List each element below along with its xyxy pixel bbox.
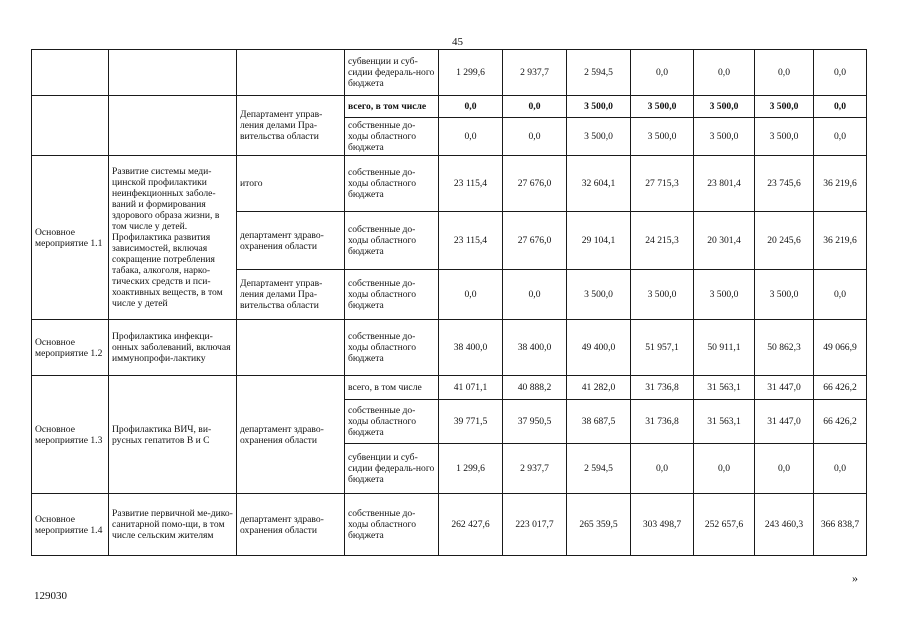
amount-cell: 23 115,4 — [439, 212, 503, 270]
amount-cell: 3 500,0 — [694, 118, 755, 156]
amount-cell: 252 657,6 — [694, 494, 755, 556]
amount-cell: 27 676,0 — [503, 156, 567, 212]
amount-cell: 36 219,6 — [814, 212, 867, 270]
text-cell — [32, 96, 109, 156]
amount-cell: 0,0 — [439, 270, 503, 320]
document-code: 129030 — [34, 590, 67, 602]
amount-cell: 32 604,1 — [567, 156, 631, 212]
amount-cell: 38 400,0 — [439, 320, 503, 376]
text-cell — [109, 50, 237, 96]
amount-cell: 0,0 — [694, 50, 755, 96]
text-cell: департамент здраво-охранения области — [237, 494, 345, 556]
amount-cell: 31 736,8 — [631, 376, 694, 400]
table-row — [32, 156, 867, 212]
table-row — [32, 376, 867, 400]
amount-cell: 0,0 — [439, 118, 503, 156]
amount-cell: 20 245,6 — [755, 212, 814, 270]
amount-cell: 3 500,0 — [694, 270, 755, 320]
text-cell: Основное мероприятие 1.4 — [32, 494, 109, 556]
text-cell: итого — [237, 156, 345, 212]
amount-cell: 3 500,0 — [631, 118, 694, 156]
table-row — [32, 96, 867, 118]
amount-cell: 36 219,6 — [814, 156, 867, 212]
amount-cell: 50 911,1 — [694, 320, 755, 376]
amount-cell: 223 017,7 — [503, 494, 567, 556]
table-row — [32, 320, 867, 376]
amount-cell: 23 115,4 — [439, 156, 503, 212]
amount-cell: 39 771,5 — [439, 400, 503, 444]
table-row — [32, 494, 867, 556]
amount-cell: 3 500,0 — [567, 118, 631, 156]
amount-cell: 0,0 — [814, 118, 867, 156]
amount-cell: 50 862,3 — [755, 320, 814, 376]
amount-cell: 0,0 — [755, 444, 814, 494]
amount-cell: 3 500,0 — [631, 270, 694, 320]
amount-cell: 2 937,7 — [503, 50, 567, 96]
amount-cell: 0,0 — [814, 444, 867, 494]
text-cell: Развитие первичной ме-дико-санитарной помо-щи, в том числе сельским жителям — [109, 494, 237, 556]
amount-cell: 243 460,3 — [755, 494, 814, 556]
amount-cell: 38 687,5 — [567, 400, 631, 444]
text-cell: собственные до-ходы областного бюджета — [345, 400, 439, 444]
amount-cell: 262 427,6 — [439, 494, 503, 556]
amount-cell: 0,0 — [439, 96, 503, 118]
amount-cell: 265 359,5 — [567, 494, 631, 556]
amount-cell: 0,0 — [755, 50, 814, 96]
amount-cell: 27 715,3 — [631, 156, 694, 212]
amount-cell: 303 498,7 — [631, 494, 694, 556]
amount-cell: 27 676,0 — [503, 212, 567, 270]
amount-cell: 3 500,0 — [755, 270, 814, 320]
text-cell: собственные до-ходы областного бюджета — [345, 320, 439, 376]
text-cell: Основное мероприятие 1.3 — [32, 376, 109, 494]
text-cell: Основное мероприятие 1.2 — [32, 320, 109, 376]
budget-table — [31, 49, 867, 556]
amount-cell: 3 500,0 — [755, 96, 814, 118]
amount-cell: 40 888,2 — [503, 376, 567, 400]
amount-cell: 0,0 — [814, 270, 867, 320]
amount-cell: 3 500,0 — [567, 96, 631, 118]
text-cell: Департамент управ-ления делами Пра-вительства области — [237, 270, 345, 320]
amount-cell: 31 447,0 — [755, 376, 814, 400]
text-cell: субвенции и суб-сидии федераль-ного бюджета — [345, 50, 439, 96]
amount-cell: 0,0 — [631, 444, 694, 494]
amount-cell: 1 299,6 — [439, 50, 503, 96]
text-cell: всего, в том числе — [345, 96, 439, 118]
amount-cell: 24 215,3 — [631, 212, 694, 270]
amount-cell: 41 282,0 — [567, 376, 631, 400]
text-cell: собственные до-ходы областного бюджета — [345, 270, 439, 320]
amount-cell: 31 736,8 — [631, 400, 694, 444]
amount-cell: 31 563,1 — [694, 400, 755, 444]
text-cell: собственные до-ходы областного бюджета — [345, 156, 439, 212]
table-row — [32, 50, 867, 96]
text-cell: субвенции и суб-сидии федераль-ного бюджета — [345, 444, 439, 494]
text-cell: собственные до-ходы областного бюджета — [345, 118, 439, 156]
amount-cell: 20 301,4 — [694, 212, 755, 270]
amount-cell: 23 745,6 — [755, 156, 814, 212]
amount-cell: 41 071,1 — [439, 376, 503, 400]
text-cell: Развитие системы меди-цинской профилактики неинфекционных заболе-ваний и формирования здорового образа жизни, в том числе у детей. Профилактика развития зависимостей, включая сокращение потребления табака, алкоголя, нарко-тических средств и пси-хоактивных веществ, в том числе у детей — [109, 156, 237, 320]
text-cell — [32, 50, 109, 96]
amount-cell: 0,0 — [503, 118, 567, 156]
text-cell — [237, 320, 345, 376]
text-cell: департамент здраво-охранения области — [237, 376, 345, 494]
amount-cell: 0,0 — [694, 444, 755, 494]
text-cell: департамент здраво-охранения области — [237, 212, 345, 270]
amount-cell: 1 299,6 — [439, 444, 503, 494]
amount-cell: 49 400,0 — [567, 320, 631, 376]
amount-cell: 366 838,7 — [814, 494, 867, 556]
amount-cell: 66 426,2 — [814, 376, 867, 400]
continuation-mark: » — [852, 571, 858, 585]
amount-cell: 38 400,0 — [503, 320, 567, 376]
amount-cell: 0,0 — [631, 50, 694, 96]
amount-cell: 66 426,2 — [814, 400, 867, 444]
amount-cell: 31 447,0 — [755, 400, 814, 444]
amount-cell: 3 500,0 — [694, 96, 755, 118]
amount-cell: 37 950,5 — [503, 400, 567, 444]
amount-cell: 2 594,5 — [567, 444, 631, 494]
amount-cell: 31 563,1 — [694, 376, 755, 400]
amount-cell: 2 937,7 — [503, 444, 567, 494]
text-cell — [109, 96, 237, 156]
amount-cell: 3 500,0 — [755, 118, 814, 156]
text-cell: Профилактика инфекци-онных заболеваний, включая иммунопрофи-лактику — [109, 320, 237, 376]
amount-cell: 3 500,0 — [567, 270, 631, 320]
text-cell: Профилактика ВИЧ, ви-русных гепатитов В и С — [109, 376, 237, 494]
page-number: 45 — [452, 36, 463, 48]
amount-cell: 51 957,1 — [631, 320, 694, 376]
amount-cell: 2 594,5 — [567, 50, 631, 96]
amount-cell: 49 066,9 — [814, 320, 867, 376]
text-cell: всего, в том числе — [345, 376, 439, 400]
amount-cell: 29 104,1 — [567, 212, 631, 270]
text-cell — [237, 50, 345, 96]
amount-cell: 23 801,4 — [694, 156, 755, 212]
amount-cell: 0,0 — [503, 96, 567, 118]
amount-cell: 0,0 — [814, 50, 867, 96]
amount-cell: 0,0 — [503, 270, 567, 320]
text-cell: Основное мероприятие 1.1 — [32, 156, 109, 320]
text-cell: Департамент управ-ления делами Пра-вительства области — [237, 96, 345, 156]
amount-cell: 3 500,0 — [631, 96, 694, 118]
text-cell: собственные до-ходы областного бюджета — [345, 494, 439, 556]
text-cell: собственные до-ходы областного бюджета — [345, 212, 439, 270]
amount-cell: 0,0 — [814, 96, 867, 118]
